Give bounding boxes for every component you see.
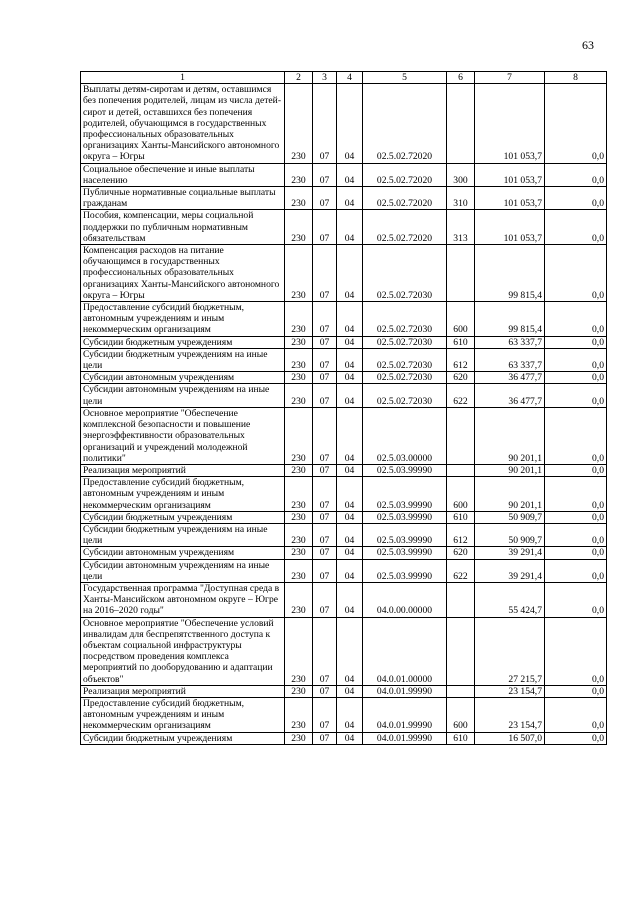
row-subsection-cell: 04 bbox=[337, 477, 363, 512]
header-col-3: 3 bbox=[313, 72, 337, 84]
row-amount-cell: 27 215,7 bbox=[475, 617, 545, 685]
row-admin-code-cell: 230 bbox=[285, 547, 313, 559]
row-admin-code-cell: 230 bbox=[285, 617, 313, 685]
row-expense-type-cell: 600 bbox=[447, 477, 475, 512]
row-section-cell: 07 bbox=[313, 582, 337, 617]
row-target-article-cell: 02.5.02.72030 bbox=[363, 372, 447, 384]
row-target-article-cell: 02.5.03.00000 bbox=[363, 407, 447, 464]
table-row bbox=[81, 336, 607, 348]
row-expense-type-cell: 622 bbox=[447, 384, 475, 407]
row-name-cell: Государственная программа "Доступная среда в Ханты-Мансийском автономном округе – Югре на 2016–2020 годы" bbox=[81, 582, 285, 617]
row-amount-cell: 101 053,7 bbox=[475, 163, 545, 186]
row-amount-cell: 99 815,4 bbox=[475, 245, 545, 302]
row-name-cell: Субсидии автономным учреждениям bbox=[81, 547, 285, 559]
row-admin-code-cell: 230 bbox=[285, 348, 313, 371]
table-row bbox=[81, 547, 607, 559]
row-amount-2-cell: 0,0 bbox=[545, 732, 607, 744]
row-target-article-cell: 02.5.02.72030 bbox=[363, 384, 447, 407]
row-amount-2-cell: 0,0 bbox=[545, 697, 607, 732]
table-row bbox=[81, 511, 607, 523]
row-admin-code-cell: 230 bbox=[285, 84, 313, 163]
row-section-cell: 07 bbox=[313, 336, 337, 348]
table-row bbox=[81, 302, 607, 337]
row-name-cell: Выплаты детям-сиротам и детям, оставшимся без попечения родителей, лицам из числа детей-сирот и детей, оставшихся без попечения родителей, обучающимся в государственных профессиональных образовательных организациях Ханты-Мансийского автономного округа – Югры bbox=[81, 84, 285, 163]
row-section-cell: 07 bbox=[313, 407, 337, 464]
row-expense-type-cell bbox=[447, 582, 475, 617]
table-row bbox=[81, 372, 607, 384]
row-section-cell: 07 bbox=[313, 384, 337, 407]
row-target-article-cell: 02.5.02.72030 bbox=[363, 348, 447, 371]
table-row bbox=[81, 163, 607, 186]
header-col-1: 1 bbox=[81, 72, 285, 84]
row-subsection-cell: 04 bbox=[337, 336, 363, 348]
row-expense-type-cell: 622 bbox=[447, 559, 475, 582]
row-amount-2-cell: 0,0 bbox=[545, 477, 607, 512]
row-amount-2-cell: 0,0 bbox=[545, 302, 607, 337]
row-admin-code-cell: 230 bbox=[285, 523, 313, 546]
row-section-cell: 07 bbox=[313, 511, 337, 523]
row-subsection-cell: 04 bbox=[337, 187, 363, 210]
row-expense-type-cell: 600 bbox=[447, 302, 475, 337]
row-admin-code-cell: 230 bbox=[285, 187, 313, 210]
row-admin-code-cell: 230 bbox=[285, 372, 313, 384]
row-expense-type-cell bbox=[447, 617, 475, 685]
row-name-cell: Субсидии автономным учреждениям bbox=[81, 372, 285, 384]
row-amount-2-cell: 0,0 bbox=[545, 547, 607, 559]
row-name-cell: Субсидии автономным учреждениям на иные цели bbox=[81, 384, 285, 407]
row-section-cell: 07 bbox=[313, 547, 337, 559]
row-section-cell: 07 bbox=[313, 685, 337, 697]
row-name-cell: Пособия, компенсации, меры социальной поддержки по публичным нормативным обязательствам bbox=[81, 210, 285, 245]
row-expense-type-cell: 300 bbox=[447, 163, 475, 186]
row-section-cell: 07 bbox=[313, 245, 337, 302]
row-section-cell: 07 bbox=[313, 163, 337, 186]
row-amount-cell: 101 053,7 bbox=[475, 187, 545, 210]
table-row bbox=[81, 407, 607, 464]
row-subsection-cell: 04 bbox=[337, 523, 363, 546]
row-section-cell: 07 bbox=[313, 464, 337, 476]
row-target-article-cell: 02.5.02.72020 bbox=[363, 163, 447, 186]
row-subsection-cell: 04 bbox=[337, 245, 363, 302]
row-amount-cell: 16 507,0 bbox=[475, 732, 545, 744]
table-row bbox=[81, 732, 607, 744]
row-amount-2-cell: 0,0 bbox=[545, 617, 607, 685]
row-name-cell: Социальное обеспечение и иные выплаты населению bbox=[81, 163, 285, 186]
row-admin-code-cell: 230 bbox=[285, 336, 313, 348]
table-row bbox=[81, 84, 607, 163]
row-target-article-cell: 02.5.03.99990 bbox=[363, 464, 447, 476]
row-amount-2-cell: 0,0 bbox=[545, 84, 607, 163]
row-subsection-cell: 04 bbox=[337, 163, 363, 186]
row-amount-2-cell: 0,0 bbox=[545, 559, 607, 582]
row-subsection-cell: 04 bbox=[337, 547, 363, 559]
row-section-cell: 07 bbox=[313, 187, 337, 210]
row-subsection-cell: 04 bbox=[337, 407, 363, 464]
row-target-article-cell: 04.0.01.99990 bbox=[363, 697, 447, 732]
row-amount-cell: 39 291,4 bbox=[475, 559, 545, 582]
row-admin-code-cell: 230 bbox=[285, 210, 313, 245]
table-body bbox=[81, 84, 607, 745]
table-header bbox=[81, 72, 607, 84]
row-amount-2-cell: 0,0 bbox=[545, 582, 607, 617]
table-row bbox=[81, 348, 607, 371]
row-amount-2-cell: 0,0 bbox=[545, 187, 607, 210]
row-admin-code-cell: 230 bbox=[285, 732, 313, 744]
row-name-cell: Субсидии бюджетным учреждениям bbox=[81, 511, 285, 523]
row-subsection-cell: 04 bbox=[337, 464, 363, 476]
row-target-article-cell: 02.5.02.72030 bbox=[363, 336, 447, 348]
row-name-cell: Основное мероприятие "Обеспечение условий инвалидам для беспрепятственного доступа к объектам социальной инфраструктуры посредством проведения комплекса мероприятий по дооборудованию и адаптации объектов" bbox=[81, 617, 285, 685]
table-row bbox=[81, 523, 607, 546]
row-amount-cell: 101 053,7 bbox=[475, 84, 545, 163]
row-amount-cell: 90 201,1 bbox=[475, 464, 545, 476]
row-subsection-cell: 04 bbox=[337, 511, 363, 523]
row-expense-type-cell: 612 bbox=[447, 523, 475, 546]
row-name-cell: Предоставление субсидий бюджетным, автономным учреждениям и иным некоммерческим организациям bbox=[81, 302, 285, 337]
row-admin-code-cell: 230 bbox=[285, 559, 313, 582]
row-name-cell: Предоставление субсидий бюджетным, автономным учреждениям и иным некоммерческим организациям bbox=[81, 477, 285, 512]
row-section-cell: 07 bbox=[313, 84, 337, 163]
row-subsection-cell: 04 bbox=[337, 348, 363, 371]
row-section-cell: 07 bbox=[313, 697, 337, 732]
table-row bbox=[81, 582, 607, 617]
row-name-cell: Субсидии автономным учреждениям на иные цели bbox=[81, 559, 285, 582]
row-subsection-cell: 04 bbox=[337, 685, 363, 697]
row-name-cell: Компенсация расходов на питание обучающимся в государственных профессиональных образовательных организациях Ханты-Мансийского автономного округа – Югры bbox=[81, 245, 285, 302]
table-row bbox=[81, 187, 607, 210]
row-expense-type-cell bbox=[447, 407, 475, 464]
row-subsection-cell: 04 bbox=[337, 617, 363, 685]
row-name-cell: Субсидии бюджетным учреждениям bbox=[81, 336, 285, 348]
row-amount-cell: 36 477,7 bbox=[475, 384, 545, 407]
row-subsection-cell: 04 bbox=[337, 210, 363, 245]
row-amount-cell: 63 337,7 bbox=[475, 348, 545, 371]
row-name-cell: Публичные нормативные социальные выплаты гражданам bbox=[81, 187, 285, 210]
row-name-cell: Предоставление субсидий бюджетным, автономным учреждениям и иным некоммерческим организациям bbox=[81, 697, 285, 732]
row-section-cell: 07 bbox=[313, 617, 337, 685]
row-expense-type-cell bbox=[447, 464, 475, 476]
row-admin-code-cell: 230 bbox=[285, 163, 313, 186]
row-name-cell: Субсидии бюджетным учреждениям на иные цели bbox=[81, 348, 285, 371]
row-expense-type-cell: 310 bbox=[447, 187, 475, 210]
row-amount-2-cell: 0,0 bbox=[545, 384, 607, 407]
row-admin-code-cell: 230 bbox=[285, 245, 313, 302]
row-target-article-cell: 04.0.01.99990 bbox=[363, 685, 447, 697]
row-expense-type-cell: 600 bbox=[447, 697, 475, 732]
row-section-cell: 07 bbox=[313, 523, 337, 546]
row-admin-code-cell: 230 bbox=[285, 477, 313, 512]
table-row bbox=[81, 559, 607, 582]
row-expense-type-cell bbox=[447, 685, 475, 697]
row-amount-2-cell: 0,0 bbox=[545, 336, 607, 348]
row-section-cell: 07 bbox=[313, 302, 337, 337]
row-target-article-cell: 02.5.03.99990 bbox=[363, 477, 447, 512]
row-admin-code-cell: 230 bbox=[285, 582, 313, 617]
row-subsection-cell: 04 bbox=[337, 732, 363, 744]
header-col-4: 4 bbox=[337, 72, 363, 84]
row-amount-cell: 50 909,7 bbox=[475, 511, 545, 523]
row-target-article-cell: 02.5.03.99990 bbox=[363, 547, 447, 559]
row-amount-cell: 23 154,7 bbox=[475, 697, 545, 732]
row-amount-2-cell: 0,0 bbox=[545, 511, 607, 523]
row-target-article-cell: 02.5.03.99990 bbox=[363, 511, 447, 523]
header-col-5: 5 bbox=[363, 72, 447, 84]
table-row bbox=[81, 617, 607, 685]
row-admin-code-cell: 230 bbox=[285, 384, 313, 407]
row-target-article-cell: 02.5.02.72030 bbox=[363, 245, 447, 302]
table-row bbox=[81, 697, 607, 732]
row-section-cell: 07 bbox=[313, 348, 337, 371]
row-admin-code-cell: 230 bbox=[285, 511, 313, 523]
row-amount-cell: 39 291,4 bbox=[475, 547, 545, 559]
row-amount-2-cell: 0,0 bbox=[545, 372, 607, 384]
row-amount-cell: 101 053,7 bbox=[475, 210, 545, 245]
row-subsection-cell: 04 bbox=[337, 582, 363, 617]
header-col-6: 6 bbox=[447, 72, 475, 84]
row-amount-cell: 99 815,4 bbox=[475, 302, 545, 337]
row-name-cell: Реализация мероприятий bbox=[81, 685, 285, 697]
row-expense-type-cell: 620 bbox=[447, 547, 475, 559]
row-target-article-cell: 04.0.00.00000 bbox=[363, 582, 447, 617]
row-amount-cell: 90 201,1 bbox=[475, 407, 545, 464]
row-amount-2-cell: 0,0 bbox=[545, 245, 607, 302]
row-section-cell: 07 bbox=[313, 372, 337, 384]
page-number: 63 bbox=[582, 38, 594, 52]
table-row bbox=[81, 210, 607, 245]
budget-table bbox=[80, 71, 607, 745]
row-expense-type-cell: 313 bbox=[447, 210, 475, 245]
row-expense-type-cell: 620 bbox=[447, 372, 475, 384]
row-amount-cell: 23 154,7 bbox=[475, 685, 545, 697]
header-row bbox=[81, 72, 607, 84]
row-admin-code-cell: 230 bbox=[285, 464, 313, 476]
row-section-cell: 07 bbox=[313, 732, 337, 744]
row-expense-type-cell: 610 bbox=[447, 732, 475, 744]
row-name-cell: Субсидии бюджетным учреждениям bbox=[81, 732, 285, 744]
row-section-cell: 07 bbox=[313, 477, 337, 512]
row-name-cell: Основное мероприятие "Обеспечение комплексной безопасности и повышение энергоэффективности образовательных организаций и учреждений молодежной политики" bbox=[81, 407, 285, 464]
row-target-article-cell: 02.5.02.72030 bbox=[363, 302, 447, 337]
row-target-article-cell: 04.0.01.99990 bbox=[363, 732, 447, 744]
table-row bbox=[81, 464, 607, 476]
row-subsection-cell: 04 bbox=[337, 384, 363, 407]
row-amount-cell: 50 909,7 bbox=[475, 523, 545, 546]
header-col-7: 7 bbox=[475, 72, 545, 84]
header-col-2: 2 bbox=[285, 72, 313, 84]
row-amount-cell: 36 477,7 bbox=[475, 372, 545, 384]
row-subsection-cell: 04 bbox=[337, 559, 363, 582]
row-amount-2-cell: 0,0 bbox=[545, 163, 607, 186]
row-admin-code-cell: 230 bbox=[285, 685, 313, 697]
row-amount-2-cell: 0,0 bbox=[545, 464, 607, 476]
row-name-cell: Реализация мероприятий bbox=[81, 464, 285, 476]
row-target-article-cell: 02.5.02.72020 bbox=[363, 210, 447, 245]
header-col-8: 8 bbox=[545, 72, 607, 84]
row-amount-2-cell: 0,0 bbox=[545, 685, 607, 697]
table-row bbox=[81, 685, 607, 697]
row-expense-type-cell: 612 bbox=[447, 348, 475, 371]
row-target-article-cell: 02.5.02.72020 bbox=[363, 84, 447, 163]
row-admin-code-cell: 230 bbox=[285, 407, 313, 464]
table-row bbox=[81, 245, 607, 302]
row-amount-2-cell: 0,0 bbox=[545, 210, 607, 245]
row-expense-type-cell bbox=[447, 84, 475, 163]
row-target-article-cell: 02.5.03.99990 bbox=[363, 523, 447, 546]
row-target-article-cell: 04.0.01.00000 bbox=[363, 617, 447, 685]
row-amount-cell: 63 337,7 bbox=[475, 336, 545, 348]
row-amount-2-cell: 0,0 bbox=[545, 523, 607, 546]
row-section-cell: 07 bbox=[313, 559, 337, 582]
row-subsection-cell: 04 bbox=[337, 302, 363, 337]
row-expense-type-cell: 610 bbox=[447, 511, 475, 523]
row-name-cell: Субсидии бюджетным учреждениям на иные цели bbox=[81, 523, 285, 546]
row-amount-2-cell: 0,0 bbox=[545, 407, 607, 464]
row-amount-2-cell: 0,0 bbox=[545, 348, 607, 371]
row-subsection-cell: 04 bbox=[337, 372, 363, 384]
table-row bbox=[81, 477, 607, 512]
table-row bbox=[81, 384, 607, 407]
row-subsection-cell: 04 bbox=[337, 84, 363, 163]
row-admin-code-cell: 230 bbox=[285, 697, 313, 732]
row-target-article-cell: 02.5.03.99990 bbox=[363, 559, 447, 582]
row-amount-cell: 90 201,1 bbox=[475, 477, 545, 512]
row-expense-type-cell bbox=[447, 245, 475, 302]
row-subsection-cell: 04 bbox=[337, 697, 363, 732]
row-target-article-cell: 02.5.02.72020 bbox=[363, 187, 447, 210]
row-expense-type-cell: 610 bbox=[447, 336, 475, 348]
row-amount-cell: 55 424,7 bbox=[475, 582, 545, 617]
row-section-cell: 07 bbox=[313, 210, 337, 245]
row-admin-code-cell: 230 bbox=[285, 302, 313, 337]
